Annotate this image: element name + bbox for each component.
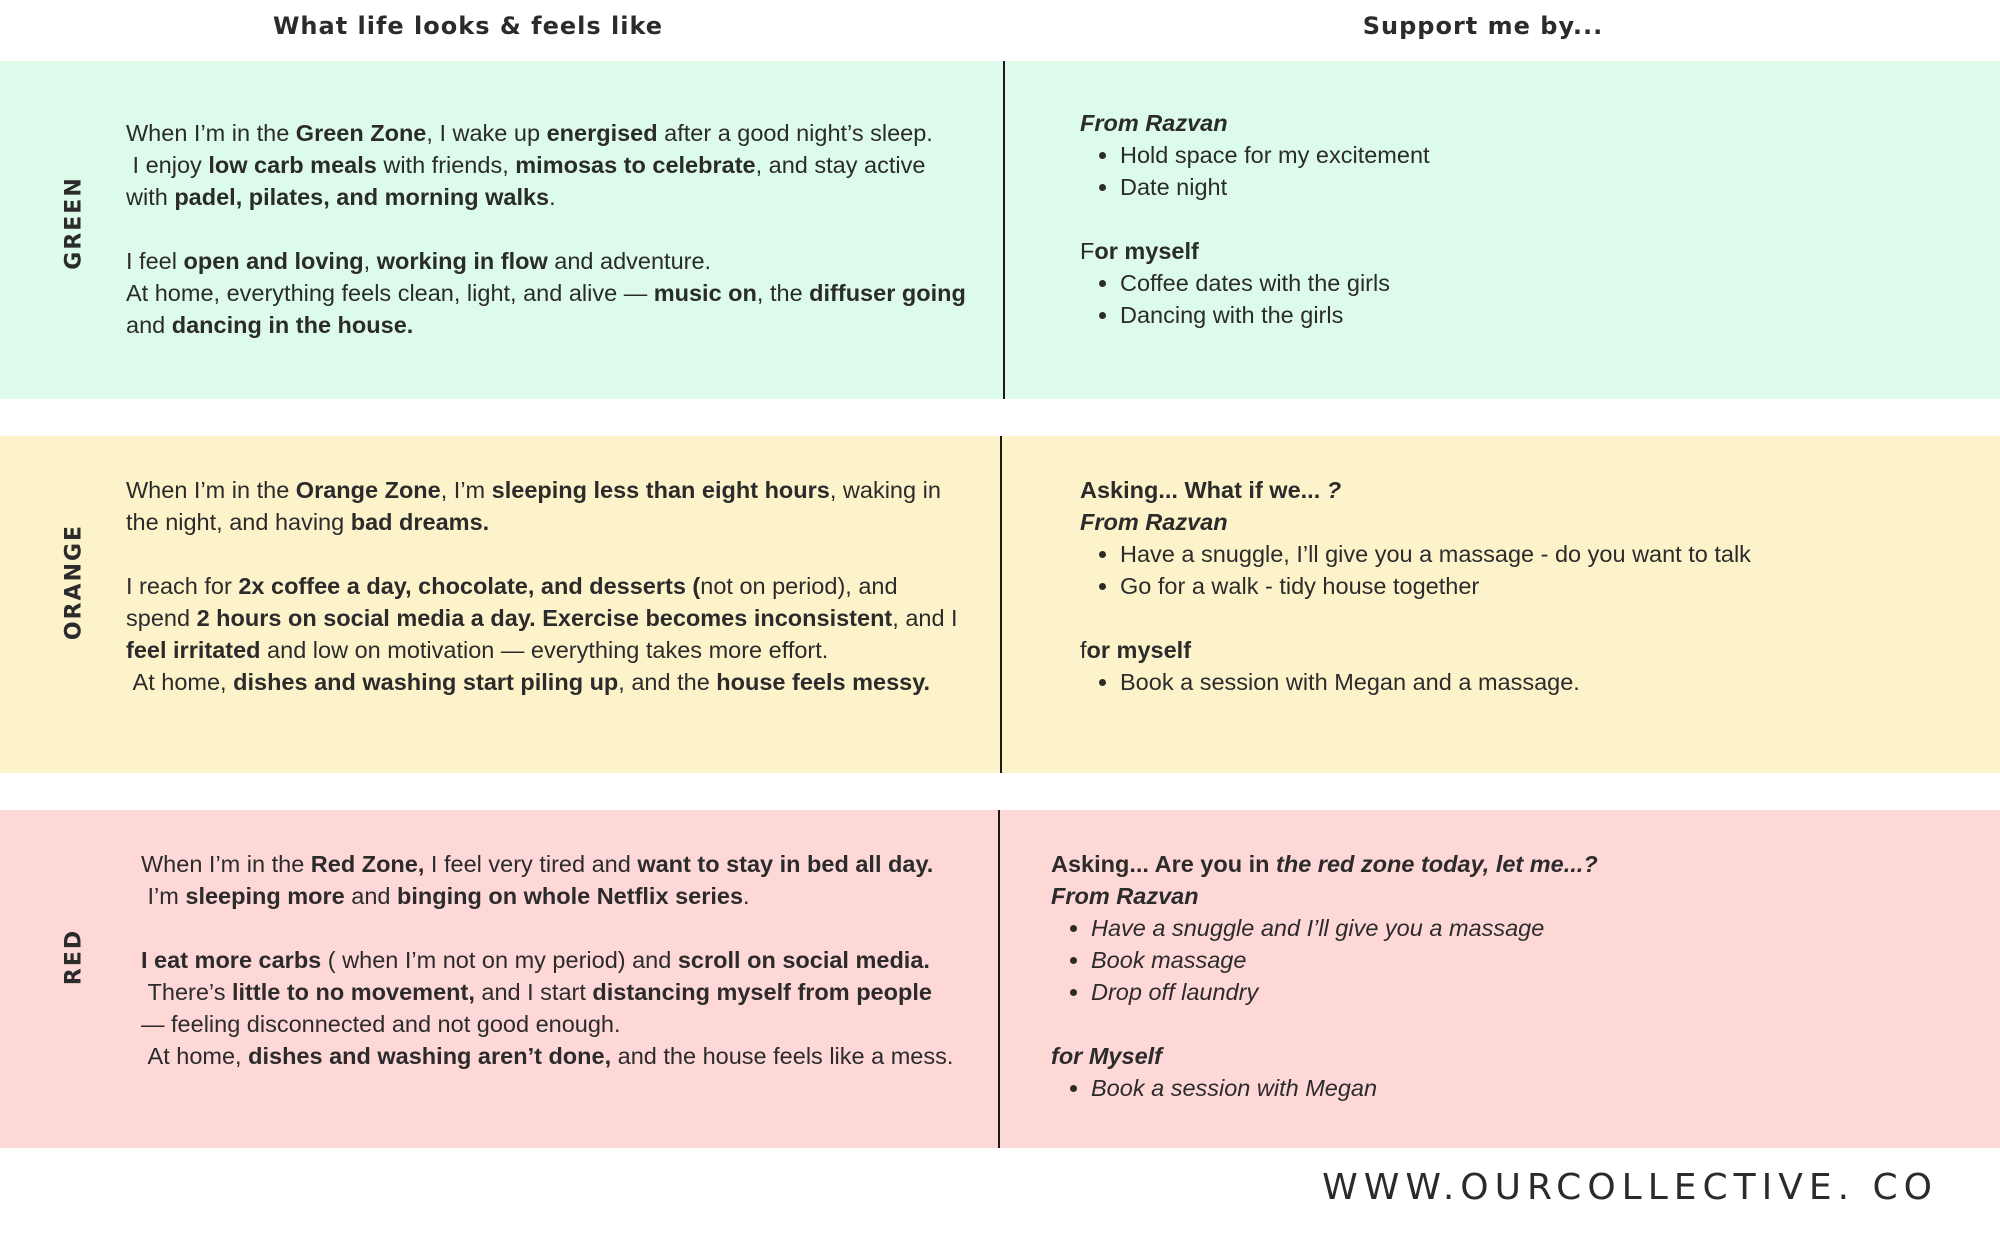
red-life-description [141,848,981,1072]
for-myself-heading: for myself [1080,637,1192,663]
life-paragraph: I eat more carbs ( when I’m not on my period) and scroll on social media. There’s little to no movement, and I start distancing myself from people — feeling disconnected and not good enough. At home, dishes and washing aren’t done, and the house feels like a mess. [141,947,954,1069]
life-paragraph: When I’m in the Green Zone, I wake up energised after a good night’s sleep. I enjoy low carb meals with friends, mimosas to celebrate, and stay active with padel, pilates, and morning walks. [126,120,933,210]
column-divider [1000,436,1002,773]
life-paragraph: When I’m in the Orange Zone, I’m sleeping less than eight hours, waking in the night, and having bad dreams. [126,477,948,535]
column-header-support: Support me by... [1362,12,1604,40]
for-myself-heading: for Myself [1051,1043,1162,1069]
column-divider [1003,61,1005,399]
list-item: • Drop off laundry [1091,976,1951,1008]
from-razvan-list [1080,139,1980,203]
orange-life-description [126,474,966,698]
green-zone-band: GREEN When I’m in the Green Zone, I wake up energised after a good night’s sleep. I enjoy low carb meals with friends, mimosas to celebrate, and stay active with padel, pilates, and morning walks. I feel open and loving, working in flow and adventure. At home, everything feels clean, light, and alive — music on, the diffuser going and dancing in the house. From Razvan • Hold space for my excitement • Date night For myself • Coffee dates with the girls • Dancing with the girls [0,61,2000,399]
list-item: • Have a snuggle, I’ll give you a massage - do you want to talk [1120,538,1980,570]
list-item: • Go for a walk - tidy house together [1120,570,1980,602]
footer-website-url: WWW.OURCOLLECTIVE. CO [1322,1167,1938,1208]
column-header-life: What life looks & feels like [272,12,664,40]
column-divider [998,810,1000,1148]
from-razvan-list [1080,538,1980,602]
life-paragraph: When I’m in the Red Zone, I feel very tired and want to stay in bed all day. I’m sleeping more and binging on whole Netflix series. [141,851,934,909]
from-razvan-list [1051,912,1951,1008]
asking-prompt: Asking... What if we... ? [1080,477,1342,503]
for-myself-list [1051,1072,1951,1104]
list-item: • Book a session with Megan [1091,1072,1951,1104]
from-razvan-heading: From Razvan [1080,110,1228,136]
list-item: • Dancing with the girls [1120,299,1980,331]
list-item: • Book massage [1091,944,1951,976]
for-myself-list [1080,666,1980,698]
list-item: • Hold space for my excitement [1120,139,1980,171]
green-support-section [1080,107,1980,331]
list-item: • Coffee dates with the girls [1120,267,1980,299]
red-zone-band: RED When I’m in the Red Zone, I feel very tired and want to stay in bed all day. I’m sleeping more and binging on whole Netflix series. I eat more carbs ( when I’m not on my period) and scroll on social media. There’s little to no movement, and I start distancing myself from people — feeling disconnected and not good enough. At home, dishes and washing aren’t done, and the house feels like a mess. Asking... Are you in the red zone today, let me...? From Razvan • Have a snuggle and I’ll give you a massage • Book massage • Drop off laundry for Myself • Book a session with Megan [0,810,2000,1148]
list-item: • Book a session with Megan and a massage. [1120,666,1980,698]
orange-support-section [1080,474,1980,698]
from-razvan-heading: From Razvan [1051,883,1199,909]
green-life-description [126,117,973,341]
life-paragraph: I feel open and loving, working in flow and adventure. At home, everything feels clean, light, and alive — music on, the diffuser going and dancing in the house. [126,248,973,338]
life-paragraph: I reach for 2x coffee a day, chocolate, and desserts (not on period), and spend 2 hours on social media a day. Exercise becomes inconsistent, and I feel irritated and low on motivation — everything takes more effort. At home, dishes and washing start piling up, and the house feels messy. [126,573,965,695]
for-myself-list [1080,267,1980,331]
list-item: • Date night [1120,171,1980,203]
for-myself-heading: For myself [1080,238,1199,264]
orange-zone-band: ORANGE When I’m in the Orange Zone, I’m sleeping less than eight hours, waking in the night, and having bad dreams. I reach for 2x coffee a day, chocolate, and desserts (not on period), and spend 2 hours on social media a day. Exercise becomes inconsistent, and I feel irritated and low on motivation — everything takes more effort. At home, dishes and washing start piling up, and the house feels messy. Asking... What if we... ? From Razvan • Have a snuggle, I’ll give you a massage - do you want to talk • Go for a walk - tidy house together for myself • Book a session with Megan and a massage. [0,436,2000,773]
asking-prompt: Asking... Are you in the red zone today, let me...? [1051,851,1598,877]
from-razvan-heading: From Razvan [1080,509,1228,535]
red-support-section [1051,848,1951,1104]
list-item: • Have a snuggle and I’ll give you a massage [1091,912,1951,944]
